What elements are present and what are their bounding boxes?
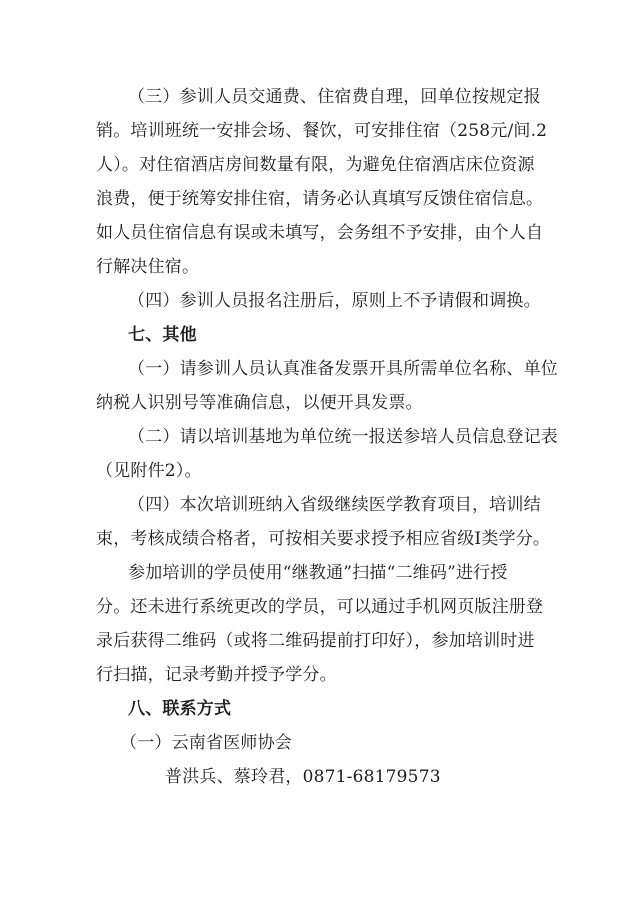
text-line: 纳税人识别号等准确信息，以便开具发票。 — [96, 393, 423, 413]
text-line: （二）请以培训基地为单位统一报送参培人员信息登记表 — [128, 427, 558, 447]
contact-line: 普洪兵、蔡玲君，0871-68179573 — [165, 767, 441, 787]
text-line: 行解决住宿。 — [96, 257, 200, 277]
text-line: （四）本次培训班纳入省级继续医学教育项目，培训结 — [128, 495, 541, 515]
text-line: 束，考核成绩合格者，可按相关要求授予相应省级Ⅰ类学分。 — [96, 529, 551, 549]
text-line: 录后获得二维码（或将二维码提前打印好），参加培训时进 — [96, 631, 535, 651]
text-line: 如人员住宿信息有误或未填写，会务组不予安排，由个人自 — [96, 223, 544, 243]
text-line: 销。培训班统一安排会场、餐饮，可安排住宿（258元/间.2 — [96, 121, 548, 141]
text-line: 分。还未进行系统更改的学员，可以通过手机网页版注册登 — [96, 597, 544, 617]
text-line: （见附件2）。 — [96, 461, 202, 481]
text-line: （一）请参训人员认真准备发票开具所需单位名称、单位 — [128, 359, 558, 379]
text-line: 人）。对住宿酒店房间数量有限，为避免住宿酒店床位资源 — [96, 155, 535, 175]
text-line: 参加培训的学员使用“继教通”扫描“二维码”进行授 — [128, 563, 508, 583]
text-line: （三）参训人员交通费、住宿费自理，回单位按规定报 — [128, 87, 541, 107]
text-line: 行扫描，记录考勤并授予学分。 — [96, 665, 337, 685]
text-line: （一）云南省医师协会 — [120, 733, 292, 753]
text-line: 浪费，便于统筹安排住宿，请务必认真填写反馈住宿信息。 — [96, 189, 544, 209]
text-line: （四）参训人员报名注册后，原则上不予请假和调换。 — [128, 291, 541, 311]
section-heading: 八、联系方式 — [128, 699, 232, 719]
section-heading: 七、其他 — [128, 325, 197, 345]
